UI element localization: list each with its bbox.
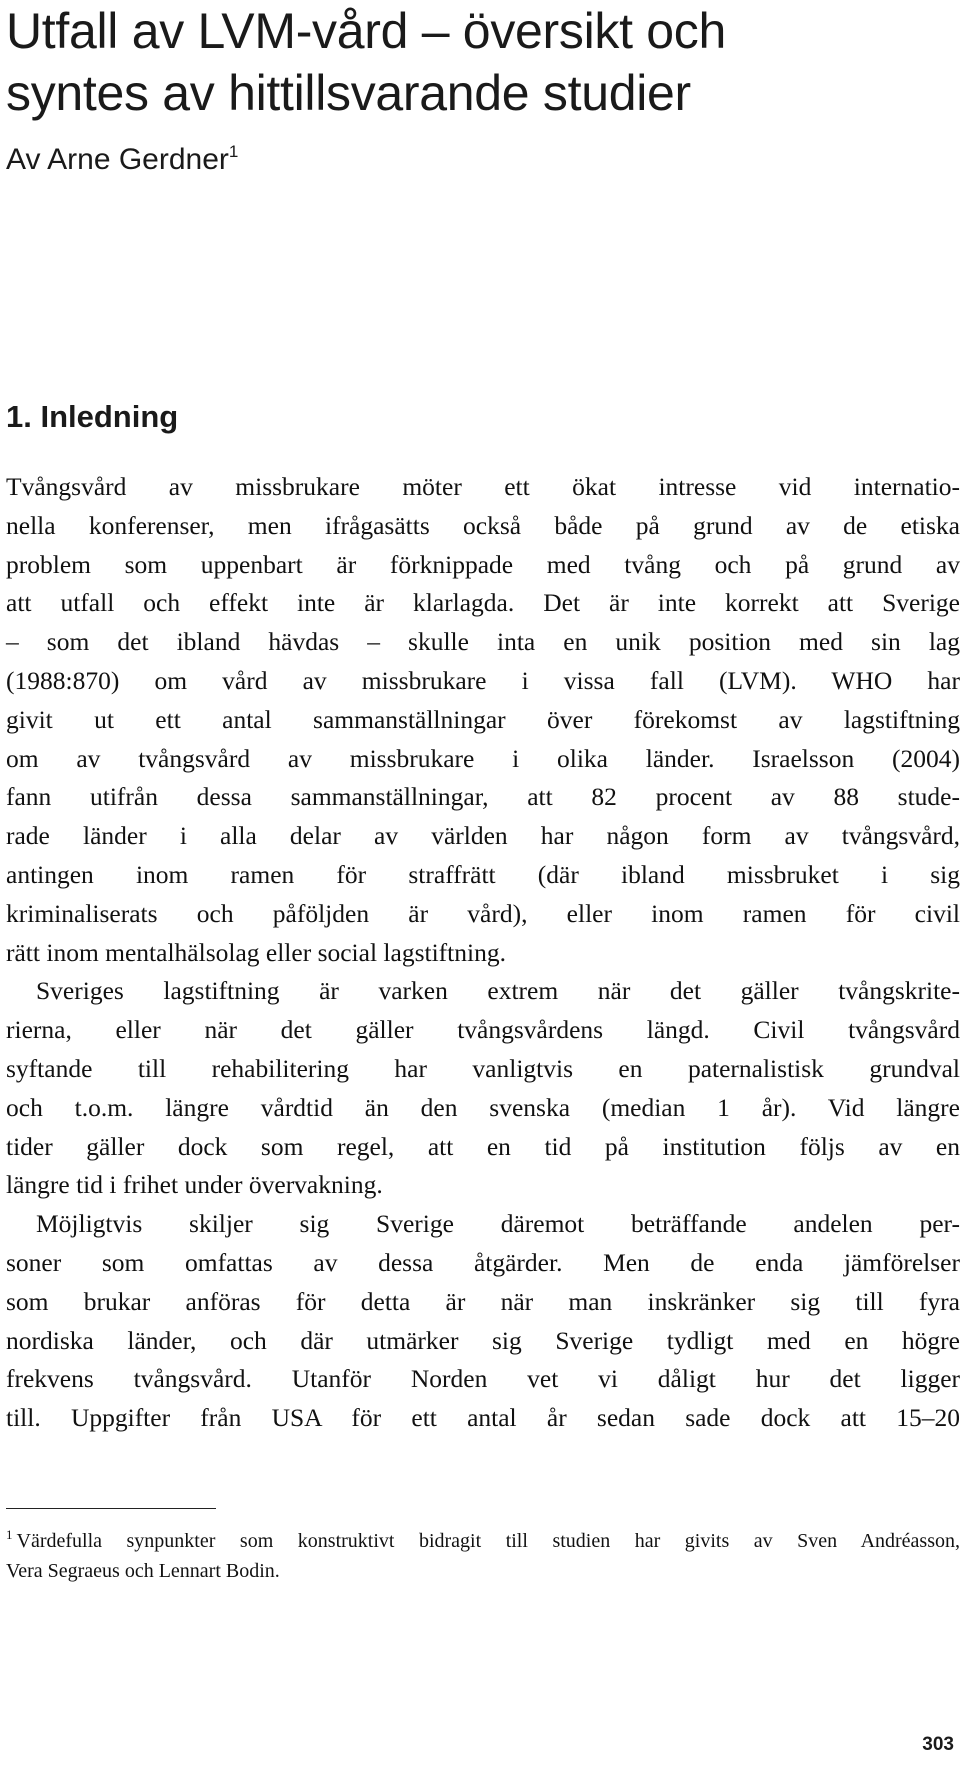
body-text <box>6 468 960 1438</box>
body-line: som brukar anföras för detta är när man inskränker sig till fyra <box>6 1286 960 1316</box>
body-line: om av tvångsvård av missbrukare i olika länder. Israelsson (2004) <box>6 743 960 773</box>
footnote <box>6 1526 960 1586</box>
body-line: Sveriges lagstiftning är varken extrem när det gäller tvångskrite- <box>36 976 960 1006</box>
body-line: problem som uppenbart är förknippade med tvång och på grund av <box>6 549 960 579</box>
footnote-marker: 1 <box>6 1527 13 1542</box>
body-line: att utfall och effekt inte är klarlagda. Det är inte korrekt att Sverige <box>6 588 960 618</box>
body-line: (1988:870) om vård av missbrukare i vissa fall (LVM). WHO har <box>6 665 960 695</box>
body-line: soner som omfattas av dessa åtgärder. Men de enda jämförelser <box>6 1247 960 1277</box>
body-line: rierna, eller när det gäller tvångsvårdens längd. Civil tvångsvård <box>6 1015 960 1045</box>
body-line: givit ut ett antal sammanställningar över förekomst av lagstiftning <box>6 704 960 734</box>
body-line: rade länder i alla delar av världen har någon form av tvångsvård, <box>6 821 960 851</box>
body-line: rätt inom mentalhälsolag eller social lagstiftning. <box>6 937 506 967</box>
body-line: till. Uppgifter från USA för ett antal år sedan sade dock att 15–20 <box>6 1403 960 1433</box>
section-heading: 1. Inledning <box>6 399 179 434</box>
article-title-line-1: Utfall av LVM-vård – översikt och <box>6 3 726 59</box>
article-title <box>6 0 906 124</box>
body-line: fann utifrån dessa sammanställningar, att 82 procent av 88 stude- <box>6 782 960 812</box>
footnote-line-2: Vera Segraeus och Lennart Bodin. <box>6 1560 280 1582</box>
body-line: längre tid i frihet under övervakning. <box>6 1170 383 1200</box>
body-line: – som det ibland hävdas – skulle inta en unik position med sin lag <box>6 627 960 657</box>
footnote-text-1: Värdefulla synpunkter som konstruktivt bidragit till studien har givits av Sven Andréasson, <box>16 1530 960 1552</box>
body-line: antingen inom ramen för straffrätt (där ibland missbruket i sig <box>6 859 960 889</box>
author-name: Av Arne Gerdner <box>6 143 229 176</box>
author-footnote-ref: 1 <box>228 142 239 161</box>
body-line: frekvens tvångsvård. Utanför Norden vet vi dåligt hur det ligger <box>6 1364 960 1394</box>
page-number: 303 <box>922 1734 954 1755</box>
author-byline <box>6 142 238 178</box>
body-line: Möjligtvis skiljer sig Sverige däremot beträffande andelen per- <box>36 1209 960 1239</box>
body-line: syftande till rehabilitering har vanligtvis en paternalistisk grundval <box>6 1053 960 1083</box>
body-line: kriminaliserats och påföljden är vård), eller inom ramen för civil <box>6 898 960 928</box>
body-line: och t.o.m. längre vårdtid än den svenska (median 1 år). Vid längre <box>6 1092 960 1122</box>
body-line: tider gäller dock som regel, att en tid på institution följs av en <box>6 1131 960 1161</box>
body-line: Tvångsvård av missbrukare möter ett ökat intresse vid internatio- <box>6 472 960 501</box>
body-line: nordiska länder, och där utmärker sig Sverige tydligt med en högre <box>6 1325 960 1355</box>
footnote-line-1 <box>6 1526 960 1556</box>
footnote-divider <box>6 1508 216 1509</box>
article-title-line-2: syntes av hittillsvarande studier <box>6 65 691 121</box>
body-line: nella konferenser, men ifrågasätts också både på grund av de etiska <box>6 510 960 540</box>
